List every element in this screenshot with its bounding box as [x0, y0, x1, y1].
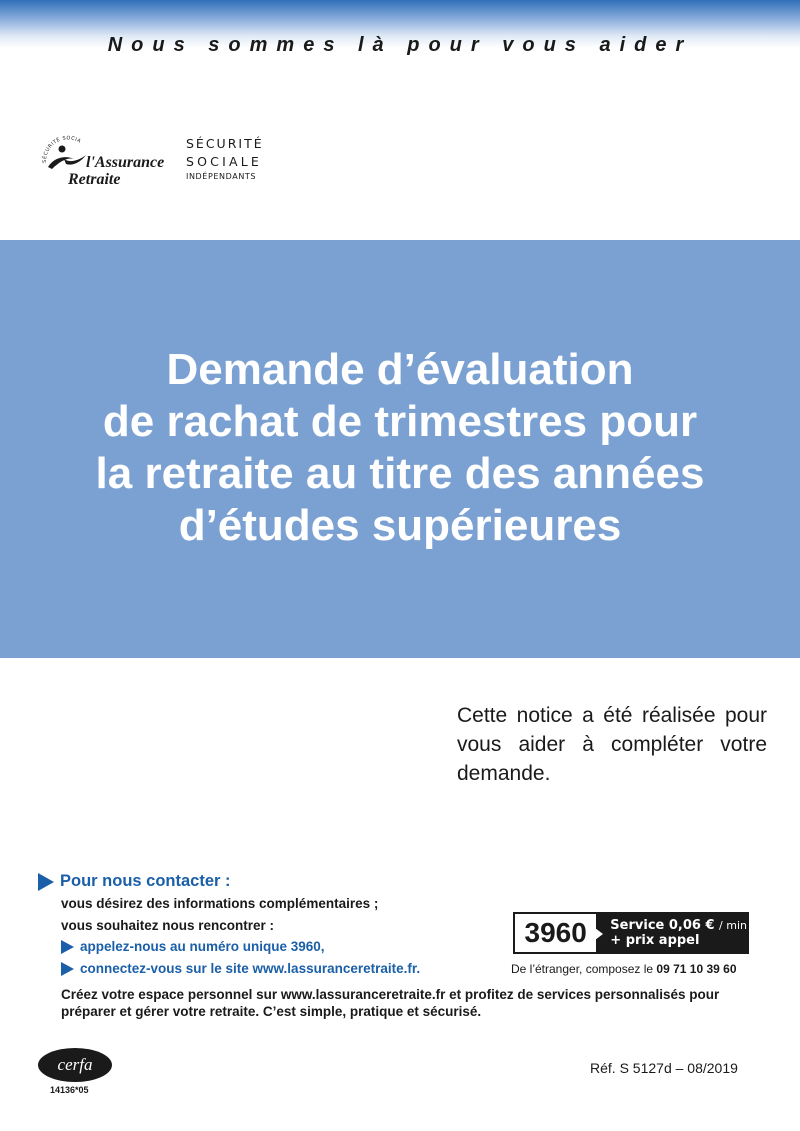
phone-number-box[interactable] [513, 912, 749, 954]
arrow-right-icon [61, 940, 74, 954]
contact-line: vous désirez des informations complémentaires ; [61, 896, 379, 911]
personal-space-text: Créez votre espace personnel sur www.lassuranceretraite.fr et profitez de services personnalisés pour préparer et gérer votre retraite. C’est simple, pratique et sécurisé. [61, 987, 720, 1019]
arrow-right-icon [61, 962, 74, 976]
logo-ss-line1: SÉCURITÉ [186, 136, 264, 151]
arrow-right-icon [38, 873, 54, 891]
cerfa-number: 14136*05 [50, 1085, 89, 1095]
contact-heading [38, 872, 231, 891]
logo-assurance-text: l'Assurance [86, 154, 165, 171]
logo-retraite-text: Retraite [68, 171, 121, 188]
price-line2: + prix appel [610, 933, 700, 948]
assurance-retraite-logo [40, 133, 175, 193]
securite-sociale-independants-logo [186, 138, 264, 181]
abroad-number: 09 71 10 39 60 [656, 962, 737, 976]
contact-title: Pour nous contacter : [60, 872, 231, 890]
document-reference: Réf. S 5127d – 08/2019 [590, 1060, 738, 1076]
phone-number: 3960 [524, 917, 587, 948]
logo-ss-line2: SOCIALE [186, 153, 263, 169]
logo-ss-line3: INDÉPENDANTS [186, 172, 257, 181]
title-line: d’études supérieures [178, 501, 622, 550]
price-unit: / min [719, 919, 747, 932]
page-title [20, 344, 780, 552]
website-link[interactable] [61, 961, 420, 976]
price-line1: Service 0,06 € [610, 918, 715, 933]
contact-line: vous souhaitez nous rencontrer : [61, 918, 275, 933]
abroad-phone-info [511, 962, 737, 976]
abroad-label: De l’étranger, composez le [511, 962, 654, 976]
cerfa-logo: cerfa [38, 1048, 112, 1082]
title-line: Demande d’évaluation [166, 345, 634, 394]
call-link[interactable] [61, 939, 325, 954]
website-link-label: connectez-vous sur le site www.lassuranceretraite.fr. [80, 961, 421, 976]
notice-text: Cette notice a été réalisée pour vous aider à compléter votre demande. [457, 704, 767, 785]
tagline: Nous sommes là pour vous aider [107, 34, 693, 56]
call-link-label: appelez-nous au numéro unique 3960, [80, 939, 325, 954]
title-line: la retraite au titre des années [95, 449, 705, 498]
phone-price-label [596, 914, 747, 952]
title-banner [0, 240, 800, 658]
title-line: de rachat de trimestres pour [102, 397, 698, 446]
logo-arc-text: SÉCURITÉ SOCIA [41, 135, 83, 164]
